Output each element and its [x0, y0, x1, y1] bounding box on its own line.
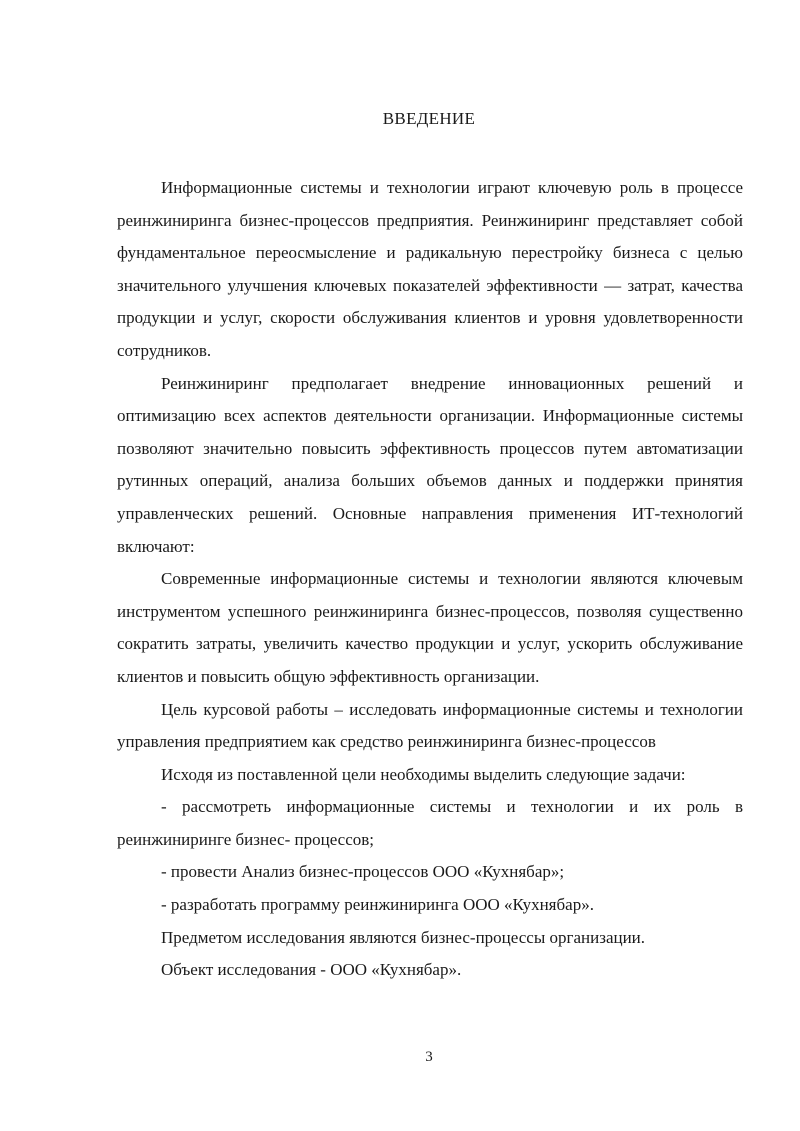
page-title: ВВЕДЕНИЕ — [382, 109, 476, 128]
paragraph-subject: Предметом исследования являются бизнес-процессы организации. — [161, 927, 646, 947]
task-item-3: - разработать программу реинжиниринга ООО «Кухнябар». — [161, 895, 594, 915]
page-number: 3 — [425, 1049, 433, 1065]
paragraph-reengineering: Реинжиниринг предполагает внедрение инновационных решений и оптимизацию всех аспектов деятельности организации. Информационные системы позволяют значительно повысить эффективность процессов путем автоматизации рутинных операций, анализа больших объемов данных и поддержки принятия управленческих решений. Основные направления применения ИТ-технологий включают: — [117, 373, 743, 556]
paragraph-goal: Цель курсовой работы – исследовать информационные системы и технологии управления предприятием как средство реинжиниринга бизнес-процессов — [117, 699, 743, 752]
paragraph-tasks-intro: Исходя из поставленной цели необходимы выделить следующие задачи: — [161, 764, 686, 784]
document-body — [117, 172, 743, 987]
paragraph-intro: Информационные системы и технологии играют ключевую роль в процессе реинжиниринга бизнес-процессов предприятия. Реинжиниринг представляет собой фундаментальное переосмысление и радикальную перестройку бизнеса с целью значительного улучшения ключевых показателей эффективности — затрат, качества продукции и услуг, скорости обслуживания клиентов и уровня удовлетворенности сотрудников. — [117, 178, 743, 360]
paragraph-modern-systems: Современные информационные системы и технологии являются ключевым инструментом успешного реинжиниринга бизнес-процессов, позволяя существенно сократить затраты, увеличить качество продукции и услуг, ускорить обслуживание клиентов и повысить общую эффективность организации. — [117, 569, 743, 686]
paragraph-object: Объект исследования - ООО «Кухнябар». — [161, 960, 462, 980]
task-item-2: - провести Анализ бизнес-процессов ООО «Кухнябар»; — [161, 862, 565, 882]
task-item-1: - рассмотреть информационные системы и технологии и их роль в реинжиниринге бизнес- процессов; — [117, 797, 743, 849]
